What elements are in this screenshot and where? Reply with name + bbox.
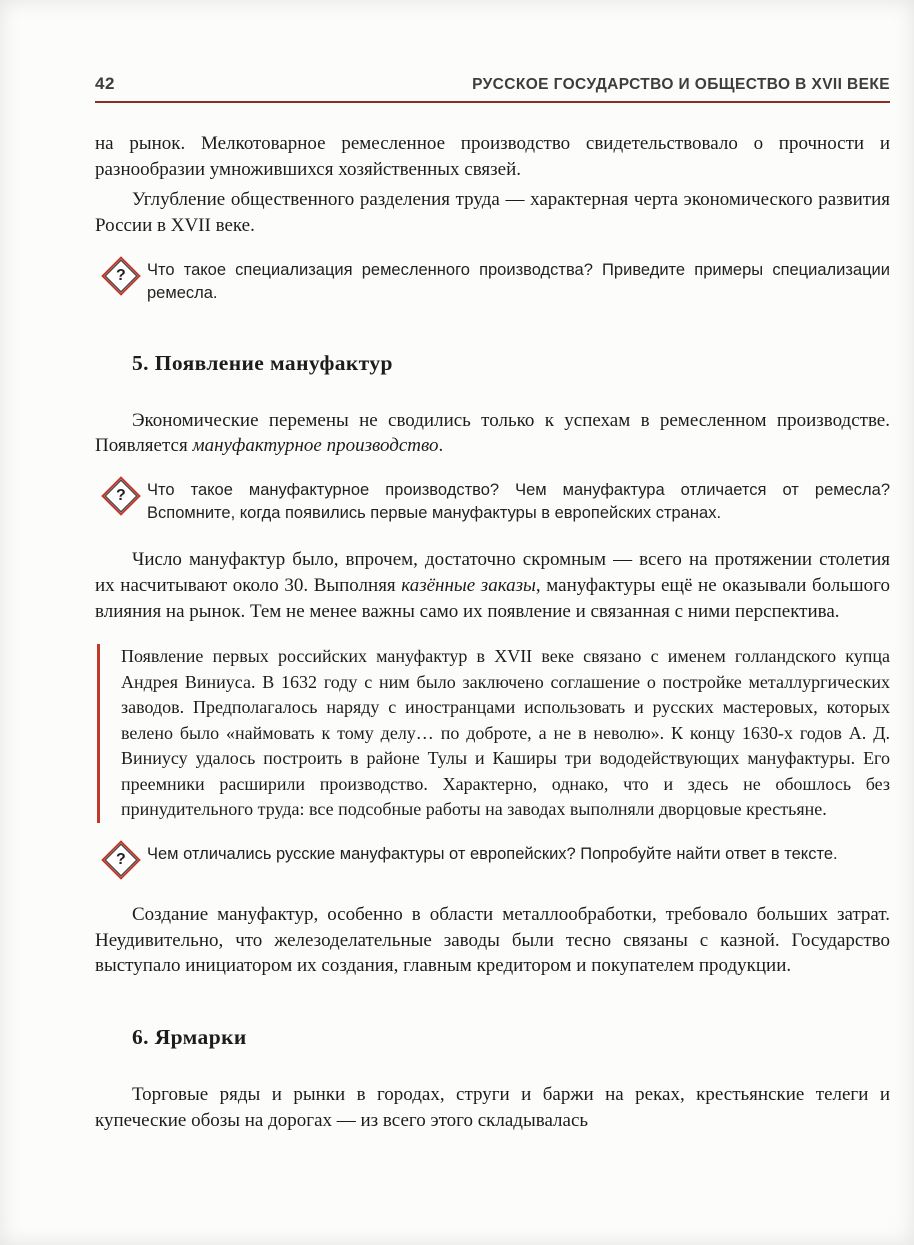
question-text: Что такое мануфактурное производство? Чем мануфактура отличается от ремесла? Вспомните, когда появились первые мануфактуры в европейских странах. (147, 481, 890, 523)
text-run: , мануфактуры ещё не оказывали большого влияния на рынок. Тем не менее важны само их появление и связанная с ними перспектива. (95, 574, 890, 622)
question-mark-icon (101, 476, 141, 516)
question-mark-icon (101, 256, 141, 296)
running-header (95, 74, 890, 94)
header-rule (95, 101, 890, 103)
paragraph-deepening-division: Углубление общественного разделения труда — характерная черта экономического развития России в XVII веке. (95, 189, 890, 236)
question-mark-icon (101, 840, 141, 880)
text-run-italic: мануфактурное производство (192, 435, 439, 457)
question-block-russian-vs-european (95, 841, 890, 874)
question-block-specialization (95, 257, 890, 305)
spacer (95, 539, 890, 547)
paragraph-creation-costs: Создание мануфактур, особенно в области металлообработки, требовало больших затрат. Неудивительно, что железоделательные заводы были тесно связаны с казной. Государство выступало инициатором их создания, главным кредитором и покупателем продукции. (95, 903, 890, 977)
sidebar-block-vinius: Появление первых российских мануфактур в XVII веке связано с именем голландского купца Андрея Виниуса. В 1632 году с ним было заключено соглашение о постройке металлургических заводов. Предполагалось наряду с иностранцами использовать и русских мастеровых, которых велено было «наймовать к тому делу… по доброте, а не в неволю». К концу 1630-х годов А. Д. Виниусу удалось построить в районе Тулы и Каширы три вододействующих мануфактуры. Его преемники расширили производство. Характерно, однако, что и здесь не обошлось без принудительного труда: все подсобные работы на заводах выполняли дворцовые крестьяне. (97, 644, 890, 823)
spacer (95, 888, 890, 902)
question-text: Что такое специализация ремесленного производства? Приведите примеры специализации ремесла. (147, 260, 890, 302)
text-run: . (438, 435, 444, 457)
text-run-italic: казённые заказы (401, 574, 536, 596)
text-run: Число мануфактур было, впрочем, достаточно скромным — всего на протяжении столетия их насчитывают около 30. Выполняя (95, 549, 890, 596)
question-icon-wrap (95, 841, 147, 874)
paragraph-economic-changes (95, 408, 890, 459)
page-number: 42 (95, 74, 115, 93)
question-icon-wrap (95, 477, 147, 510)
question-block-manufactory-definition (95, 477, 890, 525)
paragraph-market-continuation: на рынок. Мелкотоварное ремесленное производство свидетельствовало о прочности и разнообразии умножившихся хозяйственных связей. (95, 133, 890, 180)
question-mark-glyph: ? (116, 266, 126, 284)
section-heading-manufactories: 5. Появление мануфактур (132, 350, 393, 375)
question-mark-glyph: ? (116, 850, 126, 868)
running-header-title: РУССКОЕ ГОСУДАРСТВО И ОБЩЕСТВО В XVII ВЕКЕ (472, 76, 890, 93)
question-mark-glyph: ? (116, 487, 126, 505)
text-run: Экономические перемены не сводились только к успехам в ремесленном производстве. Появляется (95, 409, 890, 457)
question-text: Чем отличались русские мануфактуры от европейских? Попробуйте найти ответ в тексте. (147, 844, 838, 863)
paragraph-trade-rows: Торговые ряды и рынки в городах, струги и баржи на реках, крестьянские телеги и купеческие обозы на дорогах — из всего этого складывалась (95, 1083, 890, 1131)
question-icon-wrap (95, 257, 147, 290)
paragraph-number-of-manufactories (95, 547, 890, 624)
section-heading-fairs: 6. Ярмарки (132, 1024, 247, 1049)
